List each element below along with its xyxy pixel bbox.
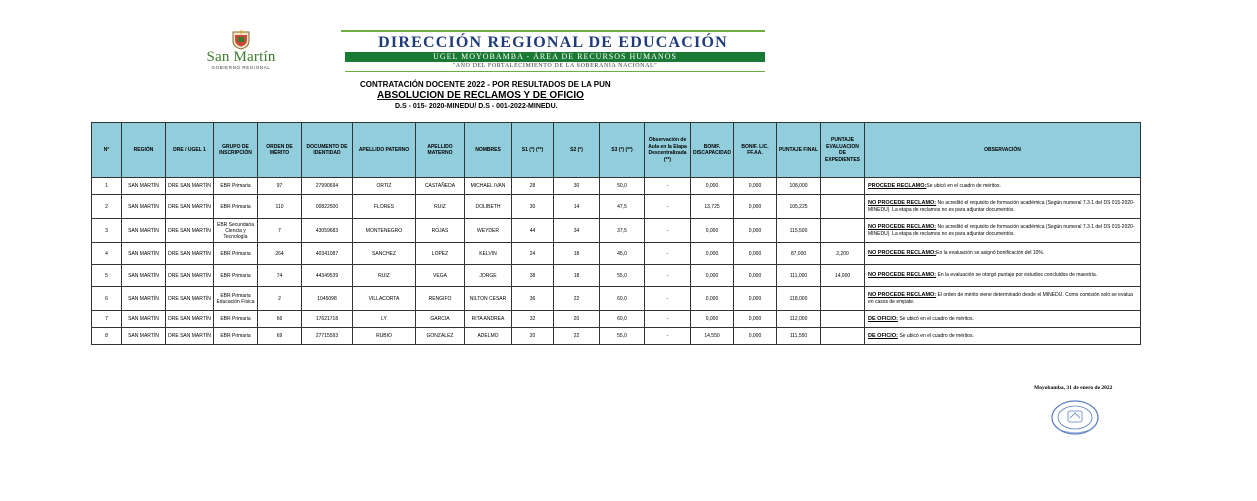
cell-s1: 28 — [512, 178, 554, 195]
observation-verdict: NO PROCEDE RECLAMO: — [868, 272, 937, 279]
cell-n: 7 — [92, 311, 122, 328]
cell-n: 8 — [92, 328, 122, 345]
cell-doc: 43059683 — [302, 219, 353, 243]
table-row — [92, 328, 1141, 345]
cell-dre: DRE SAN MARTÍN — [166, 178, 214, 195]
cell-region: SAN MARTÍN — [122, 287, 166, 311]
cell-orden: 74 — [258, 265, 302, 287]
cell-n: 1 — [92, 178, 122, 195]
column-header: S2 (*) — [554, 123, 600, 178]
cell-bonif-lic: 0,000 — [734, 287, 777, 311]
column-header: REGIÓN — [122, 123, 166, 178]
cell-obs-aula: - — [645, 178, 691, 195]
cell-s1: 32 — [512, 311, 554, 328]
observation-verdict: PROCEDE RECLAMO: — [868, 182, 927, 189]
cell-s1: 44 — [512, 219, 554, 243]
cell-puntaje: 87,000 — [777, 243, 821, 265]
cell-bonif-disc: 0,000 — [691, 311, 734, 328]
column-header: PUNTAJE EVALUACION DE EXPEDIENTES — [821, 123, 865, 178]
logo-name: San Martín — [206, 49, 276, 65]
ugel-band: UGEL MOYOBAMBA - ÁREA DE RECURSOS HUMANOS — [345, 52, 765, 62]
cell-grupo: EBR Primaria — [214, 311, 258, 328]
cell-puntaje: 115,500 — [777, 219, 821, 243]
cell-doc: 00822500 — [302, 195, 353, 219]
cell-ap-mat: VEGA — [416, 265, 465, 287]
cell-orden: 264 — [258, 243, 302, 265]
cell-observacion — [865, 311, 1141, 328]
cell-orden: 110 — [258, 195, 302, 219]
cell-puntaje-exp — [821, 287, 865, 311]
cell-ap-pat: LY — [353, 311, 416, 328]
cell-orden: 66 — [258, 311, 302, 328]
cell-bonif-lic: 0,000 — [734, 219, 777, 243]
cell-dre: DRE SAN MARTÍN — [166, 195, 214, 219]
regional-government-logo — [182, 30, 300, 74]
cell-bonif-disc: 0,000 — [691, 243, 734, 265]
table-row — [92, 178, 1141, 195]
cell-region: SAN MARTÍN — [122, 219, 166, 243]
cell-bonif-lic: 0,000 — [734, 311, 777, 328]
column-header: S3 (*) (**) — [600, 123, 645, 178]
column-header: DOCUMENTO DE IDENTIDAD — [302, 123, 353, 178]
cell-nombres: MICHAEL IVAN — [465, 178, 512, 195]
cell-s1: 20 — [512, 328, 554, 345]
cell-obs-aula: - — [645, 243, 691, 265]
column-header: ORDEN DE MÉRITO — [258, 123, 302, 178]
cell-obs-aula: - — [645, 219, 691, 243]
observation-text: No acreditó el requisito de formación académica (Según numeral 7.3.1 del DS 015-2020-MINEDU). La etapa de reclamos no es para adjuntar documentos. — [868, 224, 1135, 237]
observation-text: En la evaluación se asignó bonificación del 10%. — [936, 250, 1045, 257]
cell-ap-mat: GONZALEZ — [416, 328, 465, 345]
cell-orden: 7 — [258, 219, 302, 243]
cell-s1: 30 — [512, 195, 554, 219]
cell-ap-mat: RUIZ — [416, 195, 465, 219]
cell-observacion — [865, 243, 1141, 265]
cell-ap-mat: CASTAÑEDA — [416, 178, 465, 195]
cell-s3: 55,0 — [600, 265, 645, 287]
cell-dre: DRE SAN MARTÍN — [166, 287, 214, 311]
cell-puntaje: 111,550 — [777, 328, 821, 345]
cell-grupo: EBR Primaria Educación Física — [214, 287, 258, 311]
cell-puntaje: 108,000 — [777, 178, 821, 195]
cell-observacion — [865, 219, 1141, 243]
cell-region: SAN MARTÍN — [122, 243, 166, 265]
column-header: N° — [92, 123, 122, 178]
observation-text: Se ubicó en el cuadro de méritos. — [897, 315, 974, 322]
cell-obs-aula: - — [645, 311, 691, 328]
cell-observacion — [865, 287, 1141, 311]
cell-s2: 18 — [554, 265, 600, 287]
cell-s1: 36 — [512, 287, 554, 311]
cell-ap-pat: RUBIO — [353, 328, 416, 345]
cell-dre: DRE SAN MARTÍN — [166, 219, 214, 243]
cell-n: 5 — [92, 265, 122, 287]
cell-observacion — [865, 195, 1141, 219]
year-motto: "AÑO DEL FORTALECIMIENTO DE LA SOBERANÍA NACIONAL" — [452, 63, 658, 69]
cell-nombres: ADELMO — [465, 328, 512, 345]
observation-verdict: NO PROCEDE RECLAMO: — [868, 200, 937, 207]
cell-region: SAN MARTÍN — [122, 265, 166, 287]
observation-text: Se ubicó en el cuadro de méritos. — [926, 182, 1001, 189]
cell-puntaje-exp — [821, 328, 865, 345]
cell-ap-mat: RENGIFO — [416, 287, 465, 311]
cell-region: SAN MARTÍN — [122, 311, 166, 328]
cell-ap-pat: VILLACORTA — [353, 287, 416, 311]
cell-s2: 14 — [554, 195, 600, 219]
direction-title: DIRECCIÓN REGIONAL DE EDUCACIÓN — [378, 34, 728, 51]
cell-ap-mat: ROJAS — [416, 219, 465, 243]
table-row — [92, 287, 1141, 311]
cell-ap-pat: FLORES — [353, 195, 416, 219]
observation-verdict: DE OFICIO: — [868, 332, 898, 339]
direction-header — [341, 30, 765, 74]
cell-n: 6 — [92, 287, 122, 311]
cell-region: SAN MARTÍN — [122, 328, 166, 345]
observation-verdict: DE OFICIO: — [868, 315, 898, 322]
cell-bonif-disc: 0,000 — [691, 265, 734, 287]
coat-of-arms-icon — [230, 30, 252, 50]
cell-bonif-disc: 0,000 — [691, 287, 734, 311]
cell-n: 2 — [92, 195, 122, 219]
cell-observacion — [865, 328, 1141, 345]
cell-nombres: NILTON CESAR — [465, 287, 512, 311]
table-header-row — [92, 123, 1141, 178]
contract-title: CONTRATACIÓN DOCENTE 2022 - POR RESULTADOS DE LA PUN — [360, 80, 611, 89]
cell-obs-aula: - — [645, 265, 691, 287]
cell-s2: 34 — [554, 219, 600, 243]
cell-region: SAN MARTÍN — [122, 178, 166, 195]
column-header: APELLIDO PATERNO — [353, 123, 416, 178]
cell-ap-pat: RUIZ — [353, 265, 416, 287]
cell-doc: 44349539 — [302, 265, 353, 287]
cell-s2: 30 — [554, 178, 600, 195]
cell-ap-mat: LOPEZ — [416, 243, 465, 265]
cell-puntaje-exp — [821, 219, 865, 243]
cell-n: 4 — [92, 243, 122, 265]
cell-obs-aula: - — [645, 195, 691, 219]
document-title: ABSOLUCION DE RECLAMOS Y DE OFICIO — [377, 90, 584, 101]
cell-dre: DRE SAN MARTÍN — [166, 328, 214, 345]
cell-bonif-disc: 13,725 — [691, 195, 734, 219]
cell-s2: 22 — [554, 328, 600, 345]
cell-puntaje: 105,225 — [777, 195, 821, 219]
column-header: OBSERVACIÓN — [865, 123, 1141, 178]
cell-doc: 17621718 — [302, 311, 353, 328]
column-header: DRE / UGEL 1 — [166, 123, 214, 178]
cell-puntaje-exp: 14,000 — [821, 265, 865, 287]
cell-puntaje-exp: 2,200 — [821, 243, 865, 265]
cell-nombres: JORGE — [465, 265, 512, 287]
cell-grupo: EBR Primaria — [214, 265, 258, 287]
cell-puntaje: 118,000 — [777, 287, 821, 311]
cell-s3: 47,5 — [600, 195, 645, 219]
cell-puntaje-exp — [821, 195, 865, 219]
column-header: S1 (*) (**) — [512, 123, 554, 178]
cell-orden: 69 — [258, 328, 302, 345]
logo-subtitle: GOBIERNO REGIONAL — [211, 65, 271, 70]
cell-s3: 37,5 — [600, 219, 645, 243]
cell-dre: DRE SAN MARTÍN — [166, 265, 214, 287]
cell-doc: 1045098 — [302, 287, 353, 311]
table-row — [92, 195, 1141, 219]
cell-nombres: KELVIN — [465, 243, 512, 265]
cell-bonif-lic: 0,000 — [734, 195, 777, 219]
cell-dre: DRE SAN MARTÍN — [166, 243, 214, 265]
cell-bonif-lic: 0,000 — [734, 243, 777, 265]
official-seal-icon — [1050, 399, 1100, 436]
column-header: NOMBRES — [465, 123, 512, 178]
table-row — [92, 265, 1141, 287]
table-row — [92, 243, 1141, 265]
cell-observacion — [865, 178, 1141, 195]
cell-bonif-disc: 0,000 — [691, 219, 734, 243]
cell-s2: 22 — [554, 287, 600, 311]
claims-table — [91, 122, 1141, 345]
cell-orden: 97 — [258, 178, 302, 195]
column-header: Observación de Aula en la Etapa Descentralizada (**) — [645, 123, 691, 178]
cell-s3: 45,0 — [600, 243, 645, 265]
cell-dre: DRE SAN MARTÍN — [166, 311, 214, 328]
observation-verdict: NO PROCEDE RECLAMO: — [868, 250, 937, 257]
cell-s3: 55,0 — [600, 328, 645, 345]
observation-verdict: NO PROCEDE RECLAMO: — [868, 224, 937, 231]
cell-doc: 27990694 — [302, 178, 353, 195]
cell-s1: 24 — [512, 243, 554, 265]
cell-grupo: EBR Primaria — [214, 178, 258, 195]
column-header: BONIF. DISCAPACIDAD — [691, 123, 734, 178]
cell-s3: 60,0 — [600, 287, 645, 311]
cell-ap-pat: MONTENEGRO — [353, 219, 416, 243]
cell-bonif-disc: 0,000 — [691, 178, 734, 195]
header-rule — [345, 71, 765, 72]
cell-doc: 27715593 — [302, 328, 353, 345]
cell-grupo: EBR Primaria — [214, 195, 258, 219]
observation-text: El orden de mérito viene determinado desde el MINEDU. Como comisión solo se evalua en casos de empate. — [868, 292, 1133, 305]
cell-s3: 60,0 — [600, 311, 645, 328]
cell-n: 3 — [92, 219, 122, 243]
cell-nombres: DOLIBETH — [465, 195, 512, 219]
cell-puntaje: 112,000 — [777, 311, 821, 328]
cell-grupo: EBR Secundaria Ciencia y Tecnología — [214, 219, 258, 243]
cell-grupo: EBR Primaria — [214, 243, 258, 265]
cell-region: SAN MARTÍN — [122, 195, 166, 219]
cell-observacion — [865, 265, 1141, 287]
cell-puntaje: 111,000 — [777, 265, 821, 287]
cell-s3: 50,0 — [600, 178, 645, 195]
date-line: Moyobamba, 31 de enero de 2022 — [1034, 385, 1113, 391]
cell-obs-aula: - — [645, 287, 691, 311]
observation-text: Se ubicó en el cuadro de méritos. — [897, 332, 974, 339]
cell-ap-pat: SANCHEZ — [353, 243, 416, 265]
cell-puntaje-exp — [821, 311, 865, 328]
cell-bonif-lic: 0,000 — [734, 265, 777, 287]
observation-verdict: NO PROCEDE RECLAMO: — [868, 292, 937, 299]
cell-s1: 38 — [512, 265, 554, 287]
cell-grupo: EBR Primaria — [214, 328, 258, 345]
cell-puntaje-exp — [821, 178, 865, 195]
cell-s2: 18 — [554, 243, 600, 265]
cell-doc: 40341087 — [302, 243, 353, 265]
cell-orden: 2 — [258, 287, 302, 311]
cell-nombres: WEYDER — [465, 219, 512, 243]
table-row — [92, 311, 1141, 328]
column-header: PUNTAJE FINAL — [777, 123, 821, 178]
cell-nombres: RITA ANDREA — [465, 311, 512, 328]
column-header: BONIF. LIC. FF.AA. — [734, 123, 777, 178]
cell-ap-mat: GARCIA — [416, 311, 465, 328]
cell-s2: 20 — [554, 311, 600, 328]
cell-bonif-lic: 0,000 — [734, 178, 777, 195]
cell-obs-aula: - — [645, 328, 691, 345]
column-header: APELLIDO MATERNO — [416, 123, 465, 178]
cell-bonif-lic: 0,000 — [734, 328, 777, 345]
column-header: GRUPO DE INSCRIPCIÓN — [214, 123, 258, 178]
cell-ap-pat: ORTIZ — [353, 178, 416, 195]
table-row — [92, 219, 1141, 243]
header-rule — [341, 30, 765, 32]
decree-reference: D.S - 015- 2020-MINEDU/ D.S - 001-2022-MINEDU. — [395, 103, 558, 110]
observation-text: No acreditó el requisito de formación académica (Según numeral 7.3.1 del DS 015-2020-MINEDU). La etapa de reclamos no es para adjuntar documentos. — [868, 200, 1135, 213]
cell-bonif-disc: 14,550 — [691, 328, 734, 345]
observation-text: En la evaluación se otorgó puntaje por estudios concluidos de maestría. — [936, 272, 1098, 279]
